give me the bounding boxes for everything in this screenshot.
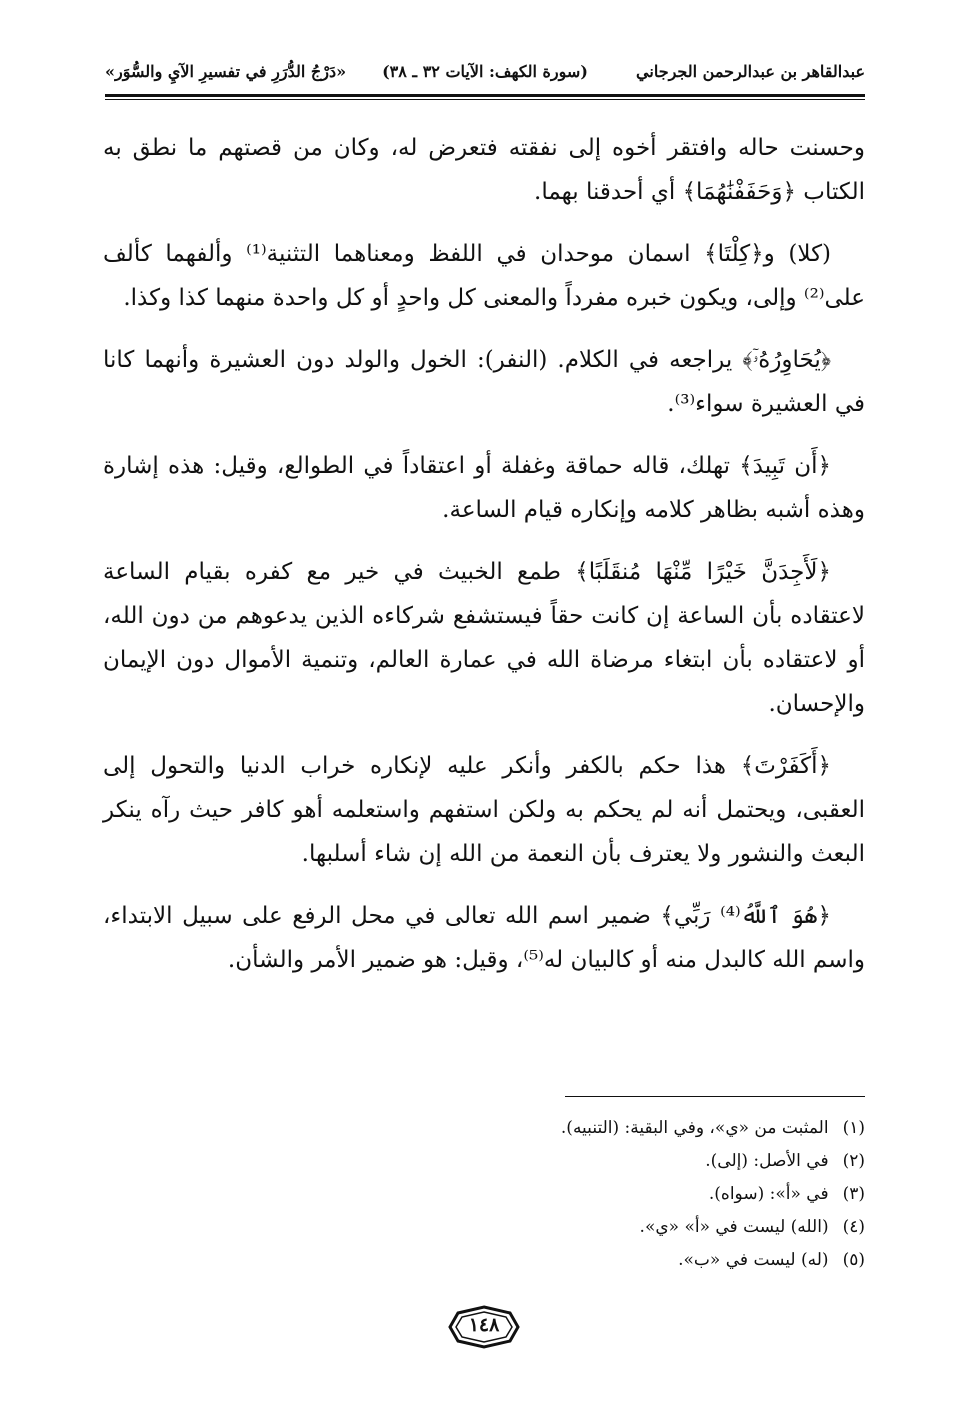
header-section: (سورة الكهف: الآيات ٣٢ ـ ٣٨) — [382, 62, 588, 81]
footnote-text: المثبت من «ي»، وفي البقية: (التنبيه). — [560, 1118, 829, 1138]
footnote — [200, 1145, 865, 1178]
main-text — [103, 126, 865, 1000]
footnote — [200, 1244, 865, 1277]
paragraph: ﴿أَن تَبِيدَ﴾ تهلك، قاله حماقة وغفلة أو اعتقاداً في الطوالع، وقيل: هذه إشارة وهذه أشبه بظاهر كلامه وإنكاره قيام الساعة. — [103, 453, 865, 523]
header-author: عبدالقاهر بن عبدالرحمن الجرجاني — [636, 62, 865, 81]
running-header — [105, 60, 865, 90]
footnote-text: (له) ليست في «ب». — [678, 1250, 829, 1270]
footnote-text: (الله) ليست في «أ» «ي». — [639, 1217, 829, 1237]
footnote-number: (٢) — [842, 1151, 865, 1171]
paragraph: وحسنت حاله وافتقر أخوه إلى نفقته فتعرض له، وكان من قصتهم ما نطق به الكتاب ﴿وَحَفَفْنَٰهُمَا﴾ أي أحدقنا بهما. — [103, 135, 865, 205]
paragraph: ﴿يُحَاوِرُهُۥٓ﴾ يراجعه في الكلام. (النفر): الخول والولد دون العشيرة وأنهما كانا في العشيرة سواء⁽³⁾. — [103, 347, 865, 417]
paragraph: ﴿أَكَفَرْتَ﴾ هذا حكم بالكفر وأنكر عليه لإنكاره خراب الدنيا والتحول إلى العقبى، ويحتمل أنه لم يحكم به ولكن استفهم واستعلمه أهو كافر حيث رآه ينكر البعث والنشور ولا يعترف بأن النعمة من الله إن شاء أسلبها. — [103, 753, 865, 867]
paragraph: ﴿هُوَ ٱللَّهُ⁽⁴⁾ رَبِّي﴾ ضمير اسم الله تعالى في محل الرفع على سبيل الابتداء، واسم الله كالبدل منه أو كالبيان له⁽⁵⁾، وقيل: هو ضمير الأمر والشأن. — [103, 903, 865, 973]
footnote — [200, 1112, 865, 1145]
footnote — [200, 1211, 865, 1244]
paragraph: ﴿لَأَجِدَنَّ خَيْرًا مِّنْهَا مُنقَلَبًا﴾ طمع الخبيث في خير مع كفره بقيام الساعة لاعتقاده بأن الساعة إن كانت حقاً فيستشفع شركاءه الذين يدعوهم من دون الله، أو لاعتقاده بأن ابتغاء مرضاة الله في عمارة العالم، وتنمية الأموال دون الإيمان والإحسان. — [103, 559, 865, 717]
header-book-title: «دَرْجُ الدُّرَرِ في تفسيرِ الآيِ والسُّوَر» — [105, 62, 347, 81]
page-number: ١٤٨ — [468, 1314, 500, 1336]
footnote-number: (٣) — [842, 1184, 865, 1204]
paragraph: (كلا) و﴿كِلْتَا﴾ اسمان موحدان في اللفظ ومعناهما التثنية⁽¹⁾ وألفهما كألف على⁽²⁾ وإلى، ويكون خبره مفرداً والمعنى كل واحدٍ أو كل واحدة منهما كذا وكذا. — [103, 241, 865, 311]
footnote-separator — [565, 1096, 865, 1097]
header-rule-thin — [105, 99, 865, 100]
footnote-number: (١) — [842, 1118, 865, 1138]
footnote-number: (٥) — [842, 1250, 865, 1270]
footnote-number: (٤) — [842, 1217, 865, 1237]
footnotes — [200, 1112, 865, 1277]
page-number-ornament — [448, 1305, 520, 1349]
footnote-text: في الأصل: (إلى). — [705, 1151, 829, 1171]
footnote — [200, 1178, 865, 1211]
header-rule — [105, 94, 865, 97]
footnote-text: في «أ»: (سواه). — [708, 1184, 829, 1204]
